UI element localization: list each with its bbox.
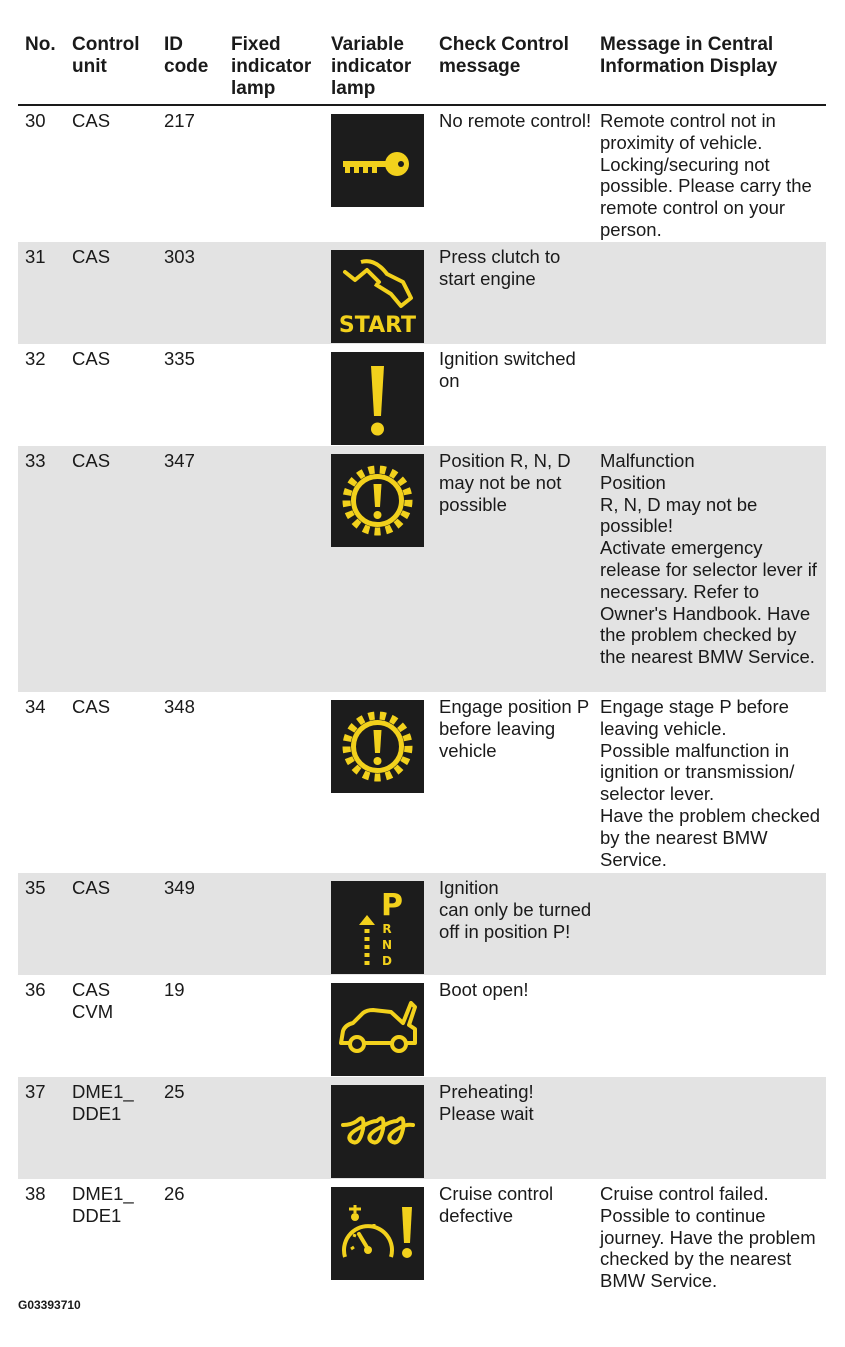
id-code: 303 bbox=[164, 246, 195, 267]
glow-plug-icon bbox=[331, 1085, 424, 1178]
svg-text:R: R bbox=[382, 922, 392, 936]
transmission-warning-icon bbox=[331, 454, 424, 547]
table-row bbox=[18, 975, 826, 1077]
row-number: 37 bbox=[25, 1081, 46, 1102]
header-check-control: Check Control message bbox=[439, 34, 569, 77]
svg-text:P: P bbox=[381, 888, 403, 923]
row-number: 35 bbox=[25, 877, 46, 898]
gear-position-prnd-icon bbox=[331, 881, 424, 974]
check-control-message: Preheating! Please wait bbox=[439, 1081, 534, 1124]
control-unit: CAS CVM bbox=[72, 979, 114, 1022]
cid-message: Engage stage P before leaving vehicle. Possible malfunction in ignition or transmission/ selector lever. Have the problem checked by the nearest BMW Service. bbox=[600, 696, 821, 870]
transmission-warning-icon bbox=[331, 700, 424, 793]
cid-message: Cruise control failed. Possible to continue journey. Have the problem checked by the nearest BMW Service. bbox=[600, 1183, 816, 1292]
id-code: 348 bbox=[164, 696, 195, 717]
cid-message: Malfunction Position R, N, D may not be possible! Activate emergency release for selector lever if necessary. Refer to Owner's Handbook. Have the problem checked by the nearest BMW Service. bbox=[600, 450, 817, 668]
id-code: 19 bbox=[164, 979, 185, 1000]
control-unit: CAS bbox=[72, 696, 111, 717]
remote-key-icon bbox=[331, 114, 424, 207]
row-number: 30 bbox=[25, 110, 46, 131]
check-control-message: Ignition can only be turned off in position P! bbox=[439, 877, 592, 942]
table-row bbox=[18, 446, 826, 692]
row-number: 34 bbox=[25, 696, 46, 717]
id-code: 25 bbox=[164, 1081, 185, 1102]
check-control-message: Cruise control defective bbox=[439, 1183, 554, 1226]
check-control-message: Boot open! bbox=[439, 979, 529, 1000]
control-unit: CAS bbox=[72, 110, 111, 131]
table-row bbox=[18, 1179, 826, 1291]
boot-open-icon bbox=[331, 983, 424, 1076]
cid-message: Remote control not in proximity of vehicle. Locking/securing not possible. Please carry the remote control on your person. bbox=[600, 110, 812, 240]
control-unit: CAS bbox=[72, 348, 111, 369]
row-number: 36 bbox=[25, 979, 46, 1000]
exclamation-icon bbox=[331, 352, 424, 445]
control-unit: CAS bbox=[72, 246, 111, 267]
row-number: 33 bbox=[25, 450, 46, 471]
table-row bbox=[18, 1077, 826, 1179]
id-code: 217 bbox=[164, 110, 195, 131]
header-fixed-lamp: Fixed indicator lamp bbox=[231, 34, 312, 99]
header-variable-lamp: Variable indicator lamp bbox=[331, 34, 412, 99]
control-unit: DME1_ DDE1 bbox=[72, 1183, 134, 1226]
row-number: 38 bbox=[25, 1183, 46, 1204]
header-no: No. bbox=[25, 34, 56, 55]
table-row bbox=[18, 242, 826, 344]
control-unit: CAS bbox=[72, 877, 111, 898]
header-control-unit: Control unit bbox=[72, 34, 140, 77]
svg-text:N: N bbox=[381, 938, 393, 952]
table-row bbox=[18, 106, 826, 242]
figure-code: G03393710 bbox=[18, 1298, 81, 1312]
control-unit: CAS bbox=[72, 450, 111, 471]
table-row bbox=[18, 692, 826, 873]
check-control-message: Press clutch to start engine bbox=[439, 246, 561, 289]
check-control-message: Ignition switched on bbox=[439, 348, 576, 391]
table-row bbox=[18, 344, 826, 446]
svg-text:START: START bbox=[338, 313, 417, 338]
header-id-code: ID code bbox=[164, 34, 209, 77]
id-code: 349 bbox=[164, 877, 195, 898]
table-header bbox=[18, 0, 826, 106]
cruise-control-fault-icon bbox=[331, 1187, 424, 1280]
id-code: 335 bbox=[164, 348, 195, 369]
svg-text:D: D bbox=[382, 954, 392, 968]
id-code: 26 bbox=[164, 1183, 185, 1204]
control-unit: DME1_ DDE1 bbox=[72, 1081, 134, 1124]
check-control-message: Position R, N, D may not be not possible bbox=[439, 450, 571, 515]
row-number: 31 bbox=[25, 246, 46, 267]
table-row bbox=[18, 873, 826, 975]
id-code: 347 bbox=[164, 450, 195, 471]
check-control-message: No remote control! bbox=[439, 110, 592, 131]
check-control-message: Engage position P before leaving vehicle bbox=[439, 696, 589, 761]
row-number: 32 bbox=[25, 348, 46, 369]
press-clutch-start-icon bbox=[331, 250, 424, 343]
header-cid-message: Message in Central Information Display bbox=[600, 34, 778, 77]
